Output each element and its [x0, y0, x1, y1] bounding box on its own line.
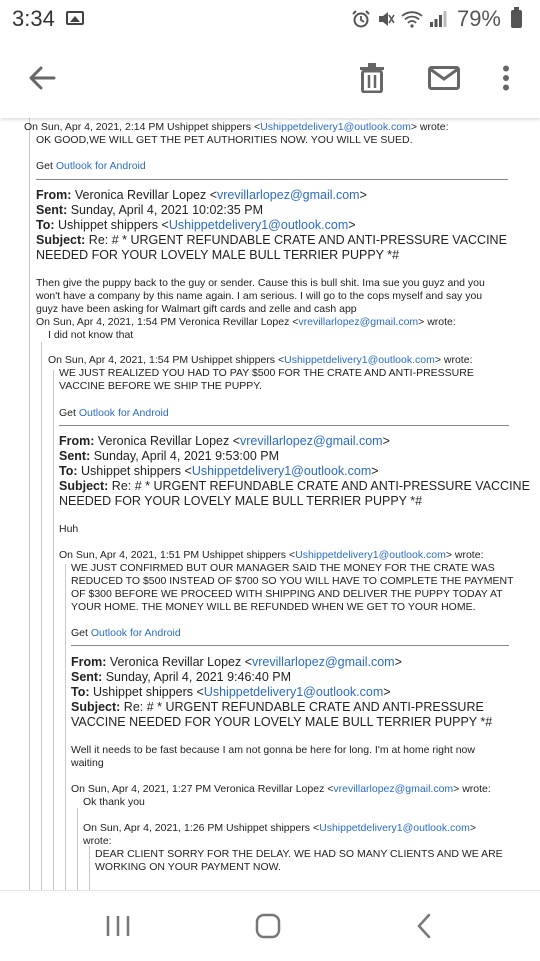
quote-bar — [89, 846, 90, 890]
divider — [36, 179, 508, 180]
message-text: YOUR HOME. THE MONEY WILL BE REFUNDED WHEN WE GET TO YOUR HOME. — [71, 601, 476, 613]
wifi-icon — [401, 10, 423, 28]
signature: Get Outlook for Android — [59, 407, 169, 419]
quote-header: On Sun, Apr 4, 2021, 1:54 PM Ushippet shippers <Ushippetdelivery1@outlook.com> wrote: — [48, 354, 473, 366]
from-email-link[interactable]: vrevillarlopez@gmail.com — [252, 655, 395, 669]
message-text: Then give the puppy back to the guy or sender. Cause this is bull shit. Ima sue you guyz and you — [36, 277, 485, 289]
sender-email-link[interactable]: vrevillarlopez@gmail.com — [333, 783, 454, 795]
signature: Get Outlook for Android — [36, 160, 146, 172]
message-text: waiting — [71, 757, 104, 769]
message-text: Ok thank you — [83, 796, 145, 808]
message-text: won't have a company by this name again. I am serious. I will go to the cops myself and say you — [36, 290, 483, 302]
recent-apps-button[interactable] — [90, 891, 146, 961]
recents-icon — [105, 915, 131, 937]
message-text: VACCINE BEFORE WE SHIP THE PUPPY. — [59, 380, 262, 392]
back-button[interactable] — [20, 38, 64, 118]
quote-bar — [41, 342, 42, 890]
sender-email-link[interactable]: Ushippetdelivery1@outlook.com — [260, 121, 411, 133]
outlook-link[interactable]: Outlook for Android — [90, 627, 181, 639]
battery-icon — [511, 10, 522, 28]
quote-bar — [53, 370, 54, 890]
quote-bar — [65, 564, 66, 890]
sender-email-link[interactable]: Ushippetdelivery1@outlook.com — [295, 549, 446, 561]
from-email-link[interactable]: vrevillarlopez@gmail.com — [217, 188, 360, 202]
from-line: From: Veronica Revillar Lopez <vrevillarlopez@gmail.com> — [59, 434, 390, 448]
signature: Get Outlook for Android — [71, 627, 181, 639]
sender-email-link[interactable]: Ushippetdelivery1@outlook.com — [319, 822, 470, 834]
nav-back-button[interactable] — [396, 891, 452, 961]
status-bar — [0, 0, 540, 38]
sent-line: Sent: Sunday, April 4, 2021 9:46:40 PM — [71, 670, 292, 684]
to-email-link[interactable]: Ushippetdelivery1@outlook.com — [203, 685, 384, 699]
chevron-left-icon — [416, 913, 432, 939]
sent-line: Sent: Sunday, April 4, 2021 10:02:35 PM — [36, 203, 263, 217]
message-text: guyz have been asking for Walmart gift cards and zelle and cash app — [36, 303, 357, 315]
subject-line: Subject: Re: # * URGENT REFUNDABLE CRATE AND ANTI-PRESSURE — [71, 700, 484, 714]
message-text: WE JUST REALIZED YOU HAD TO PAY $500 FOR THE CRATE AND ANTI-PRESSURE — [59, 367, 474, 379]
gallery-notification-icon — [66, 11, 84, 25]
email-toolbar — [0, 38, 540, 118]
envelope-icon — [428, 66, 460, 90]
email-body[interactable] — [0, 118, 540, 890]
sender-email-link[interactable]: vrevillarlopez@gmail.com — [298, 316, 419, 328]
more-options-button[interactable] — [490, 38, 522, 118]
mark-unread-button[interactable] — [420, 38, 468, 118]
message-text: Huh — [59, 523, 79, 535]
quote-header-cont: wrote: — [83, 835, 112, 847]
message-text: WORKING ON YOUR PAYMENT NOW. — [95, 861, 281, 873]
subject-line-cont: NEEDED FOR YOUR LOVELY MALE BULL TERRIER PUPPY *# — [36, 248, 400, 262]
message-text: I did not know that — [48, 329, 134, 341]
from-line: From: Veronica Revillar Lopez <vrevillarlopez@gmail.com> — [36, 188, 367, 202]
home-button[interactable] — [240, 891, 296, 961]
to-line: To: Ushippet shippers <Ushippetdelivery1@outlook.com> — [36, 218, 356, 232]
message-text: OK GOOD,WE WILL GET THE PET AUTHORITIES NOW. YOU WILL VE SUED. — [36, 134, 413, 146]
message-text: Well it needs to be fast because I am not gonna be here for long. I'm at home right now — [71, 744, 475, 756]
quote-header: On Sun, Apr 4, 2021, 1:51 PM Ushippet shippers <Ushippetdelivery1@outlook.com> wrote: — [59, 549, 484, 561]
to-line: To: Ushippet shippers <Ushippetdelivery1@outlook.com> — [71, 685, 391, 699]
delete-button[interactable] — [350, 38, 394, 118]
system-nav-bar — [0, 890, 540, 961]
arrow-left-icon — [28, 66, 56, 90]
quote-header: On Sun, Apr 4, 2021, 1:26 PM Ushippet shippers <Ushippetdelivery1@outlook.com> — [83, 822, 476, 834]
trash-icon — [359, 63, 385, 93]
more-vert-icon — [502, 65, 510, 91]
outlook-link[interactable]: Outlook for Android — [55, 160, 146, 172]
to-email-link[interactable]: Ushippetdelivery1@outlook.com — [191, 464, 372, 478]
status-icons — [351, 6, 522, 32]
battery-percent: 79% — [456, 6, 501, 31]
subject-line: Subject: Re: # * URGENT REFUNDABLE CRATE AND ANTI-PRESSURE VACCINE — [59, 479, 530, 493]
to-line: To: Ushippet shippers <Ushippetdelivery1@outlook.com> — [59, 464, 379, 478]
alarm-icon — [351, 9, 371, 29]
outlook-link[interactable]: Outlook for Android — [78, 407, 169, 419]
divider — [71, 645, 509, 646]
quote-bar — [29, 118, 30, 890]
subject-line: Subject: Re: # * URGENT REFUNDABLE CRATE AND ANTI-PRESSURE VACCINE — [36, 233, 507, 247]
sent-line: Sent: Sunday, April 4, 2021 9:53:00 PM — [59, 449, 280, 463]
to-email-link[interactable]: Ushippetdelivery1@outlook.com — [168, 218, 349, 232]
home-icon — [255, 913, 281, 939]
quote-header: On Sun, Apr 4, 2021, 2:14 PM Ushippet shippers <Ushippetdelivery1@outlook.com> wrote: — [24, 121, 449, 133]
subject-line-cont: NEEDED FOR YOUR LOVELY MALE BULL TERRIER PUPPY *# — [59, 494, 423, 508]
quote-bar — [77, 808, 78, 890]
from-line: From: Veronica Revillar Lopez <vrevillarlopez@gmail.com> — [71, 655, 402, 669]
from-email-link[interactable]: vrevillarlopez@gmail.com — [240, 434, 383, 448]
sender-email-link[interactable]: Ushippetdelivery1@outlook.com — [284, 354, 435, 366]
mute-icon — [377, 10, 395, 28]
signal-icon — [429, 10, 447, 28]
quote-header: On Sun, Apr 4, 2021, 1:27 PM Veronica Revillar Lopez <vrevillarlopez@gmail.com> wrote: — [71, 783, 491, 795]
quote-header: On Sun, Apr 4, 2021, 1:54 PM Veronica Revillar Lopez <vrevillarlopez@gmail.com> wrote: — [36, 316, 456, 328]
message-text: WE JUST CONFIRMED BUT OUR MANAGER SAID THE MONEY FOR THE CRATE WAS — [71, 562, 495, 574]
message-text: DEAR CLIENT SORRY FOR THE DELAY. WE HAD SO MANY CLIENTS AND WE ARE — [95, 848, 503, 860]
subject-line-cont: VACCINE NEEDED FOR YOUR LOVELY MALE BULL TERRIER PUPPY *# — [71, 715, 493, 729]
message-text: REDUCED TO $500 INSTEAD OF $700 SO YOU WILL HAVE TO COMPLETE THE PAYMENT — [71, 575, 514, 587]
status-time: 3:34 — [12, 6, 55, 31]
message-text: OF $300 BEFORE WE PROCEED WITH SHIPPING AND DELIVER THE PUPPY TODAY AT — [71, 588, 503, 600]
divider — [59, 425, 509, 426]
